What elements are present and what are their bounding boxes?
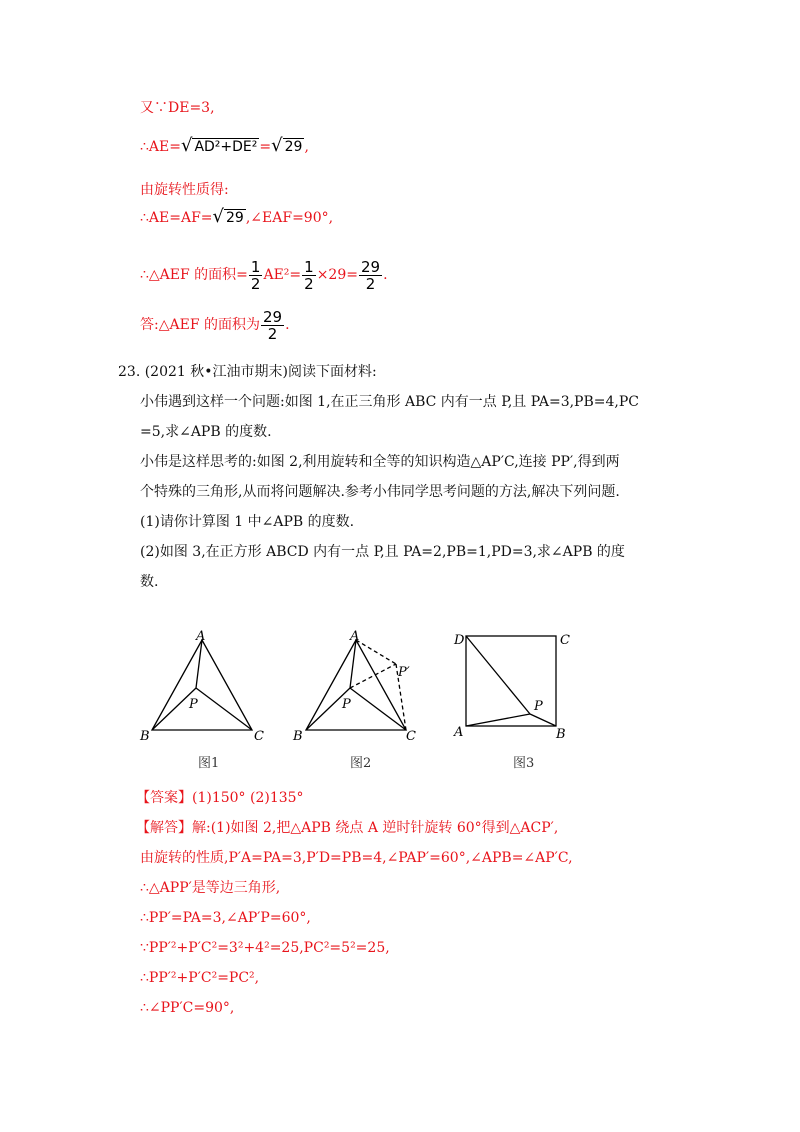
fig1-line-ap bbox=[196, 640, 202, 688]
fig3-label-b: B bbox=[556, 727, 566, 742]
fig3-line-bp bbox=[530, 714, 556, 726]
fig3-label-p: P bbox=[534, 699, 543, 714]
fig1-label-b: B bbox=[140, 729, 150, 744]
equals: = bbox=[259, 139, 272, 155]
solution-line-1 bbox=[136, 818, 558, 838]
fig1-label-c: C bbox=[254, 729, 264, 744]
figure-1 bbox=[152, 640, 252, 730]
solution-text-1: 解:(1)如图 2,把△APB 绕点 A 逆时针旋转 60°得到△ACP′, bbox=[192, 820, 559, 836]
question-2b: 数. bbox=[140, 574, 159, 590]
period: . bbox=[383, 267, 388, 283]
solution-line-ae-sqrt bbox=[140, 136, 309, 157]
solution-tag: 【解答】 bbox=[136, 820, 192, 836]
fig2-label-b: B bbox=[293, 729, 303, 744]
fig2-label-p: P bbox=[342, 697, 351, 712]
fig2-label-c: C bbox=[406, 729, 416, 744]
sqrt-29: √ 29 bbox=[271, 135, 303, 156]
area-mid-1: AE²= bbox=[263, 267, 302, 283]
fig1-label-p: P bbox=[189, 697, 198, 712]
sqrt-29-b: √ 29 bbox=[212, 206, 244, 227]
solution-line-3: ∴△APP′是等边三角形, bbox=[140, 880, 281, 896]
answer-area-prefix: 答:△AEF 的面积为 bbox=[140, 317, 260, 333]
fraction-29-2: $\frac{29}{2}$ bbox=[360, 257, 381, 293]
area-mid-2: ×29= bbox=[316, 267, 358, 283]
solution-line-2: 由旋转的性质,P′A=PA=3,P′D=PB=4,∠PAP′=60°,∠APB=∠AP′C, bbox=[140, 850, 573, 866]
answer-tag: 【答案】 bbox=[136, 790, 192, 806]
problem-para-2b: 个特殊的三角形,从而将问题解决.参考小伟同学思考问题的方法,解决下列问题. bbox=[140, 484, 620, 500]
fig3-line-ap bbox=[466, 714, 530, 726]
solution-line-answer-area bbox=[140, 308, 290, 342]
problem-header bbox=[118, 362, 377, 382]
question-2a: (2)如图 3,在正方形 ABCD 内有一点 P,且 PA=2,PB=1,PD=3,求∠APB 的度 bbox=[140, 544, 625, 560]
area-prefix: ∴△AEF 的面积= bbox=[140, 267, 248, 283]
solution-line-area bbox=[140, 258, 388, 292]
question-1: (1)请你计算图 1 中∠APB 的度数. bbox=[140, 514, 355, 530]
problem-para-2a: 小伟是这样思考的:如图 2,利用旋转和全等的知识构造△AP′C,连接 PP′,得到两 bbox=[140, 454, 620, 470]
sqrt-ad-de: √ AD²+DE² bbox=[180, 135, 258, 156]
fig2-line-pp-prime bbox=[350, 664, 396, 688]
fig3-caption: 图3 bbox=[513, 756, 535, 771]
fig1-line-cp bbox=[196, 688, 252, 730]
fig3-label-a: A bbox=[454, 725, 464, 740]
answer-line bbox=[136, 788, 304, 808]
fig1-label-a: A bbox=[196, 629, 206, 644]
ae-af-suffix: ,∠EAF=90°, bbox=[245, 210, 334, 226]
problem-para-1b: =5,求∠APB 的度数. bbox=[140, 424, 272, 440]
solution-line-7: ∴∠PP′C=90°, bbox=[140, 1000, 235, 1016]
problem-para-1a: 小伟遇到这样一个问题:如图 1,在正三角形 ABC 内有一点 P,且 PA=3,PB=4,PC bbox=[140, 394, 639, 410]
solution-line-5: ∵PP′²+P′C²=3²+4²=25,PC²=5²=25, bbox=[140, 940, 390, 956]
fig3-line-dp bbox=[466, 636, 530, 714]
problem-source: (2021 秋•江油市期末)阅读下面材料: bbox=[144, 364, 377, 380]
fraction-29-2-b: $\frac{29}{2}$ bbox=[262, 307, 283, 343]
fraction-half-1: $\frac{1}{2}$ bbox=[250, 257, 261, 293]
period-b: . bbox=[285, 317, 290, 333]
fig3-label-c: C bbox=[560, 633, 570, 648]
fig2-caption: 图2 bbox=[350, 756, 372, 771]
answer-text: (1)150° (2)135° bbox=[192, 790, 304, 806]
ae-af-prefix: ∴AE=AF= bbox=[140, 210, 213, 226]
solution-line-4: ∴PP′=PA=3,∠AP′P=60°, bbox=[140, 910, 311, 926]
problem-number: 23. bbox=[118, 364, 141, 380]
ae-prefix: ∴AE= bbox=[140, 139, 181, 155]
figure-2 bbox=[306, 640, 406, 730]
solution-line-ae-af bbox=[140, 207, 333, 228]
solution-line-6: ∴PP′²+P′C²=PC², bbox=[140, 970, 260, 986]
solution-line-de: 又∵DE=3, bbox=[140, 100, 215, 116]
fig1-caption: 图1 bbox=[198, 756, 220, 771]
fig2-line-cp bbox=[350, 688, 406, 730]
comma: , bbox=[304, 139, 309, 155]
fig2-label-p-prime: P′ bbox=[398, 665, 410, 680]
fig3-label-d: D bbox=[454, 633, 465, 648]
fig2-label-a: A bbox=[350, 629, 360, 644]
radicand: AD²+DE² bbox=[194, 139, 258, 155]
fraction-half-2: $\frac{1}{2}$ bbox=[304, 257, 314, 293]
solution-line-rotation: 由旋转性质得: bbox=[140, 182, 229, 198]
fig2-line-ap bbox=[350, 640, 356, 688]
